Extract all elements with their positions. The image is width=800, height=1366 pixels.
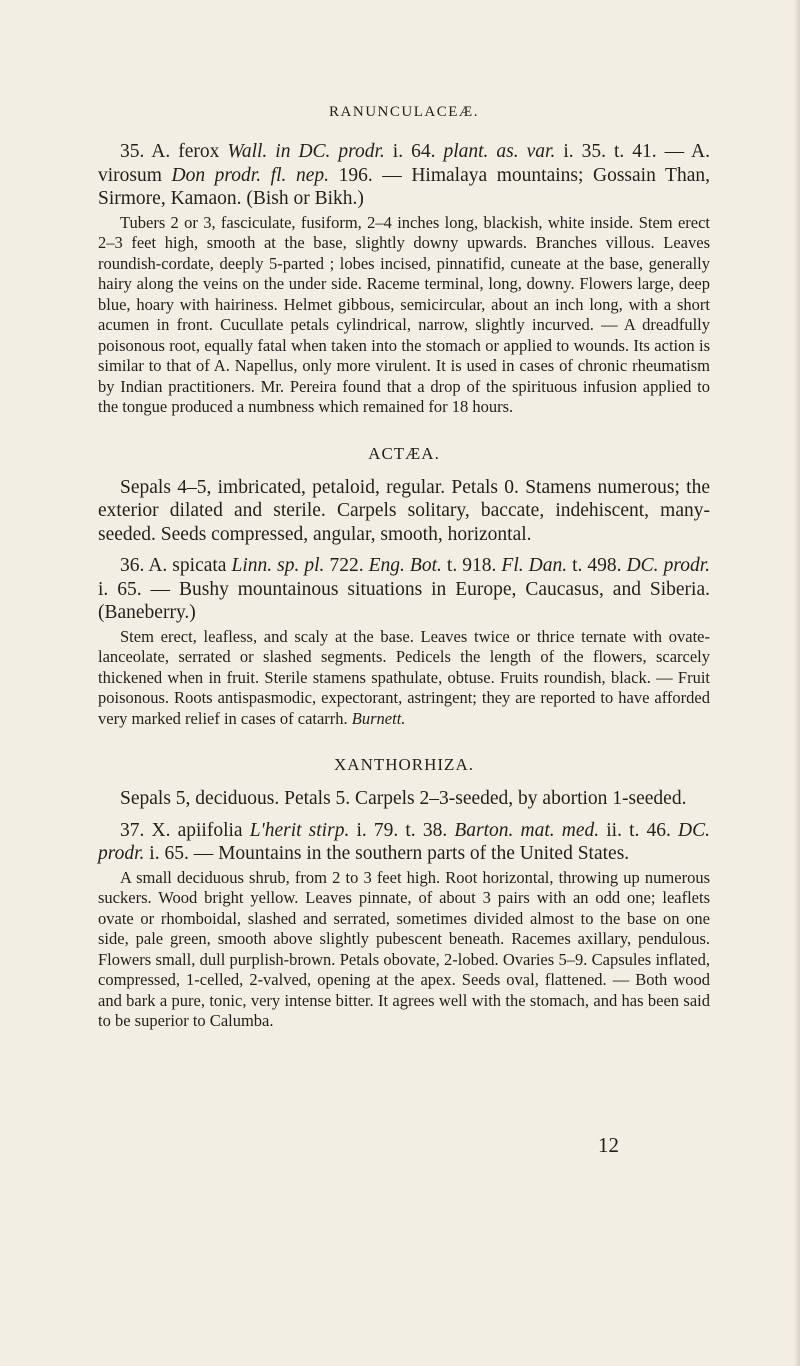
entry-35-citation xyxy=(98,140,710,211)
entry-36-ref-2: Eng. Bot. xyxy=(368,555,442,576)
entry-37-head: 37. X. apiifolia xyxy=(120,819,250,841)
page-number: 12 xyxy=(598,1133,619,1157)
entry-36-description xyxy=(98,627,710,730)
entry-35-ref-1: Wall. in DC. prodr. xyxy=(227,141,385,162)
entry-35-head: 35. A. ferox xyxy=(120,141,228,162)
entry-35-ref-2: plant. as. var. xyxy=(443,141,556,162)
entry-36-ref-3: Fl. Dan. xyxy=(501,555,568,576)
entry-37-tail: i. 65. — Mountains in the southern parts of the United States. xyxy=(144,843,630,864)
entry-35-mid-2: i. 35. t. 41. — A. virosum xyxy=(98,141,710,186)
entry-37-description: A small deciduous shrub, from 2 to 3 feet high. Root horizontal, throwing up numerous suckers. Wood bright yellow. Leaves pinnate, of about 3 pairs with an odd one; leaflets ovate or rhomboidal, slashed and serrated, sometimes divided almost to the base on one side, pale green, smooth above slightly pubescent beneath. Racemes axillary, pendulous. Flowers small, dull purplish-brown. Petals obovate, 2-lobed. Ovaries 5–9. Capsules inflated, compressed, 1-celled, 2-valved, opening at the apex. Seeds oval, flattened. — Both wood and bark a pure, tonic, very intense bitter. It agrees well with the stomach, and has been said to be superior to Calumba. xyxy=(98,867,710,1030)
entry-35-mid-1: i. 64. xyxy=(384,141,444,162)
entry-36-mid-2: t. 918. xyxy=(441,555,502,576)
entry-36-tail: i. 65. — Bushy mountainous situations in Europe, Caucasus, and Siberia. (Baneberry.) xyxy=(98,578,710,623)
entry-35-description: Tubers 2 or 3, fasciculate, fusiform, 2–4 inches long, blackish, white inside. Stem erect 2–3 feet high, smooth at the base, slightly downy upwards. Branches villous. Leaves roundish-cordate, deeply 5-parted ; lobes incised, pinnatifid, cuneate at the base, generally hairy along the veins on the under side. Raceme terminal, long, downy. Flowers large, deep blue, hoary with hairiness. Helmet gibbous, semicircular, about an inch long, with a short acumen in front. Cucullate petals cylindrical, narrow, slightly incurved. — A dreadfully poisonous root, equally fatal when taken into the stomach or applied to wounds. Its action is similar to that of A. Napellus, only more virulent. It is used in cases of chronic rheumatism by Indian practitioners. Mr. Pereira found that a drop of the spirituous infusion applied to the tongue produced a numbness which remained for 18 hours. xyxy=(98,212,710,416)
page-edge-shadow xyxy=(794,0,800,1366)
genus-heading-actaea: ACTÆA. xyxy=(368,443,440,463)
entry-36-citation xyxy=(98,554,710,625)
running-header: RANUNCULACEÆ. xyxy=(329,104,479,120)
entry-37-ref-3: DC. prodr. xyxy=(98,819,710,864)
entry-35-ref-3: Don prodr. fl. nep. xyxy=(171,164,329,186)
genus-characters-actaea: Sepals 4–5, imbricated, petaloid, regular. Petals 0. Stamens numerous; the exterior dilated and sterile. Carpels solitary, baccate, indehiscent, many-seeded. Seeds compressed, angular, smooth, horizontal. xyxy=(98,476,710,545)
entry-37-mid-1: i. 79. t. 38. xyxy=(349,819,455,841)
genus-heading-xanthorhiza: XANTHORHIZA. xyxy=(334,755,474,774)
entry-36-ref-4: DC. prodr. xyxy=(626,555,710,576)
entry-36-head: 36. A. spicata xyxy=(120,555,232,576)
entry-35-tail: 196. — Himalaya mountains; Gossain Than, Sirmore, Kamaon. (Bish or Bikh.) xyxy=(98,164,710,209)
entry-36-ref-1: Linn. sp. pl. xyxy=(231,555,325,576)
entry-36-mid-3: t. 498. xyxy=(567,555,627,576)
entry-37-citation xyxy=(98,819,710,866)
entry-36-mid-1: 722. xyxy=(324,555,369,576)
entry-37-mid-2: ii. t. 46. xyxy=(599,819,679,841)
entry-36-desc-ref: Burnett. xyxy=(351,708,406,728)
genus-characters-xanthorhiza: Sepals 5, deciduous. Petals 5. Carpels 2–3-seeded, by abortion 1-seeded. xyxy=(120,788,687,809)
entry-37-ref-2: Barton. mat. med. xyxy=(454,819,600,841)
page-content xyxy=(98,104,710,1032)
entry-36-desc-main: Stem erect, leafless, and scaly at the base. Leaves twice or thrice ternate with ovate-lanceolate, serrated or slashed segments. Pedicels the length of the flowers, scarcely thickened when in fruit. Sterile stamens spathulate, obtuse. Fruits roundish, black. — Fruit poisonous. Roots antispasmodic, expectorant, astringent; they are reported to have afforded very marked relief in cases of catarrh. xyxy=(98,626,710,728)
entry-37-ref-1: L'herit stirp. xyxy=(249,819,350,841)
